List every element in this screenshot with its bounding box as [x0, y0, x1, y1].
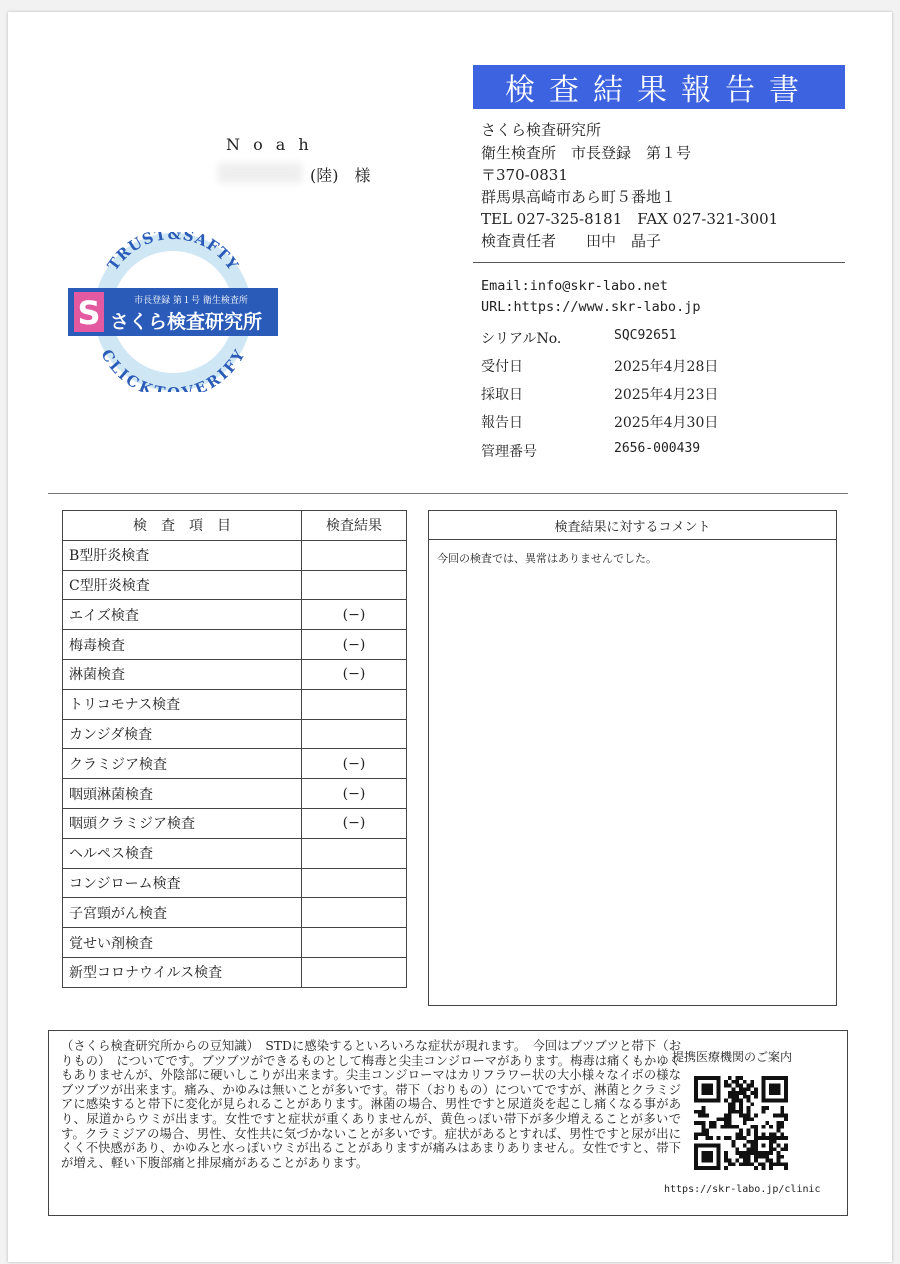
- test-result: [302, 868, 407, 898]
- lab-phone-fax: TEL 027-325-8181 FAX 027-321-3001: [481, 210, 779, 228]
- seal-bottom-text: CLICK VERIFY: [97, 346, 249, 392]
- test-result: [302, 957, 407, 987]
- table-row: [63, 540, 407, 570]
- test-item: C型肝炎検査: [63, 570, 302, 600]
- lab-registration: 衛生検査所 市長登録 第１号: [481, 144, 692, 162]
- recipient-suffix: (陸) 様: [310, 166, 371, 185]
- test-item: トリコモナス検査: [63, 689, 302, 719]
- table-row: [63, 749, 407, 779]
- test-item: 覚せい剤検査: [63, 928, 302, 958]
- comment-body: 今回の検査では、異常はありませんでした。: [437, 552, 657, 565]
- meta-value-received: 2025年4月28日: [614, 359, 719, 375]
- test-result: [302, 570, 407, 600]
- meta-label-reported: 報告日: [481, 415, 523, 431]
- lab-url[interactable]: URL:https://www.skr-labo.jp: [481, 299, 701, 315]
- meta-value-collected: 2025年4月23日: [614, 387, 719, 403]
- table-row: [63, 689, 407, 719]
- test-item: ヘルペス検査: [63, 838, 302, 868]
- seal-top-text: TRUST&SAFTY: [103, 232, 243, 274]
- qr-url[interactable]: https://skr-labo.jp/clinic: [664, 1184, 821, 1195]
- comment-header: 検査結果に対するコメント: [429, 511, 836, 540]
- tips-text: （さくら検査研究所からの豆知識） STDに感染するといろいろな症状が現れます。 今回はブツブツと帯下（おりもの） についてです。ブツブツができるものとして梅毒と尖圭コンジローマがあります。梅毒は痛くもかゆくもありませんが、外陰部に硬いしこりが出来ます。尖圭コンジローマはカリフラワー状の大小様々なイボの様なブツブツが出来ます。痛み、かゆみは無いことが多いです。帯下（おりもの）についてですが、淋菌とクラミジアに感染すると帯下に変化が見られることがあります。淋菌の場合、男性ですと尿道炎を起こし痛くなる事があり、尿道からウミが出ます。女性ですと症状が重くありませんが、黄色っぽい帯下が多少増えることが多いです。クラミジアの場合、男性、女性共に気づかないことが多いです。症状があるとすれば、男性ですと尿が出にくく不快感があり、かゆみと水っぽいウミが出ることがありますが痛みはあまりありません。女性ですと、帯下が増え、軽い下腹部痛と排尿痛があることがあります。: [61, 1039, 681, 1170]
- test-result: [302, 689, 407, 719]
- test-result: (−): [302, 749, 407, 779]
- table-row: [63, 779, 407, 809]
- test-result: (−): [302, 808, 407, 838]
- section-divider: [48, 493, 848, 494]
- test-result: (−): [302, 659, 407, 689]
- table-row: [63, 570, 407, 600]
- test-item: 新型コロナウイルス検査: [63, 957, 302, 987]
- meta-label-received: 受付日: [481, 359, 523, 375]
- header-test-item: 検 査 項 目: [63, 511, 302, 541]
- table-row: [63, 838, 407, 868]
- lab-email[interactable]: Email:info@skr-labo.net: [481, 278, 668, 294]
- seal-registration: 市長登録 第１号 衛生検査所: [134, 296, 248, 306]
- table-row: [63, 898, 407, 928]
- test-result: (−): [302, 600, 407, 630]
- test-item: 咽頭淋菌検査: [63, 779, 302, 809]
- seal-logo-letter: S: [77, 294, 101, 332]
- comment-box: [428, 510, 837, 1006]
- qr-caption: 提携医療機関のご案内: [672, 1050, 793, 1064]
- recipient-name: N o a h: [226, 135, 313, 154]
- table-row: [63, 957, 407, 987]
- test-result: [302, 719, 407, 749]
- test-item: 淋菌検査: [63, 659, 302, 689]
- lab-name: さくら検査研究所: [481, 121, 602, 139]
- test-result: [302, 898, 407, 928]
- results-table: [62, 510, 407, 988]
- test-result: [302, 838, 407, 868]
- report-title: 検査結果報告書: [473, 65, 845, 109]
- table-row: [63, 659, 407, 689]
- test-result: (−): [302, 779, 407, 809]
- clinic-qr-code[interactable]: [694, 1076, 788, 1170]
- lab-postal: 〒370-0831: [481, 166, 568, 184]
- meta-label-serial: シリアルNo.: [481, 331, 562, 347]
- test-item: 咽頭クラミジア検査: [63, 808, 302, 838]
- table-row: [63, 630, 407, 660]
- header-test-result: 検査結果: [302, 511, 407, 541]
- table-row: [63, 600, 407, 630]
- lab-divider: [473, 262, 845, 263]
- lab-manager: 検査責任者 田中 晶子: [481, 232, 662, 250]
- table-row: [63, 719, 407, 749]
- lab-seal[interactable]: [66, 232, 280, 392]
- lab-address: 群馬県高崎市あら町５番地１: [481, 188, 677, 206]
- table-row: [63, 868, 407, 898]
- meta-label-collected: 採取日: [481, 387, 523, 403]
- meta-label-control-no: 管理番号: [481, 444, 537, 460]
- test-item: エイズ検査: [63, 600, 302, 630]
- test-item: 梅毒検査: [63, 630, 302, 660]
- test-item: B型肝炎検査: [63, 540, 302, 570]
- meta-value-control-no: 2656-000439: [614, 441, 701, 456]
- test-item: カンジダ検査: [63, 719, 302, 749]
- seal-lab-name: さくら検査研究所: [109, 311, 263, 333]
- test-item: コンジローム検査: [63, 868, 302, 898]
- table-row: [63, 808, 407, 838]
- test-result: (−): [302, 630, 407, 660]
- table-header-row: [63, 511, 407, 541]
- redacted-name: [218, 163, 302, 183]
- meta-value-reported: 2025年4月30日: [614, 415, 719, 431]
- test-item: 子宮頸がん検査: [63, 898, 302, 928]
- table-row: [63, 928, 407, 958]
- test-result: [302, 540, 407, 570]
- test-item: クラミジア検査: [63, 749, 302, 779]
- meta-value-serial: SQC92651: [614, 328, 677, 343]
- test-result: [302, 928, 407, 958]
